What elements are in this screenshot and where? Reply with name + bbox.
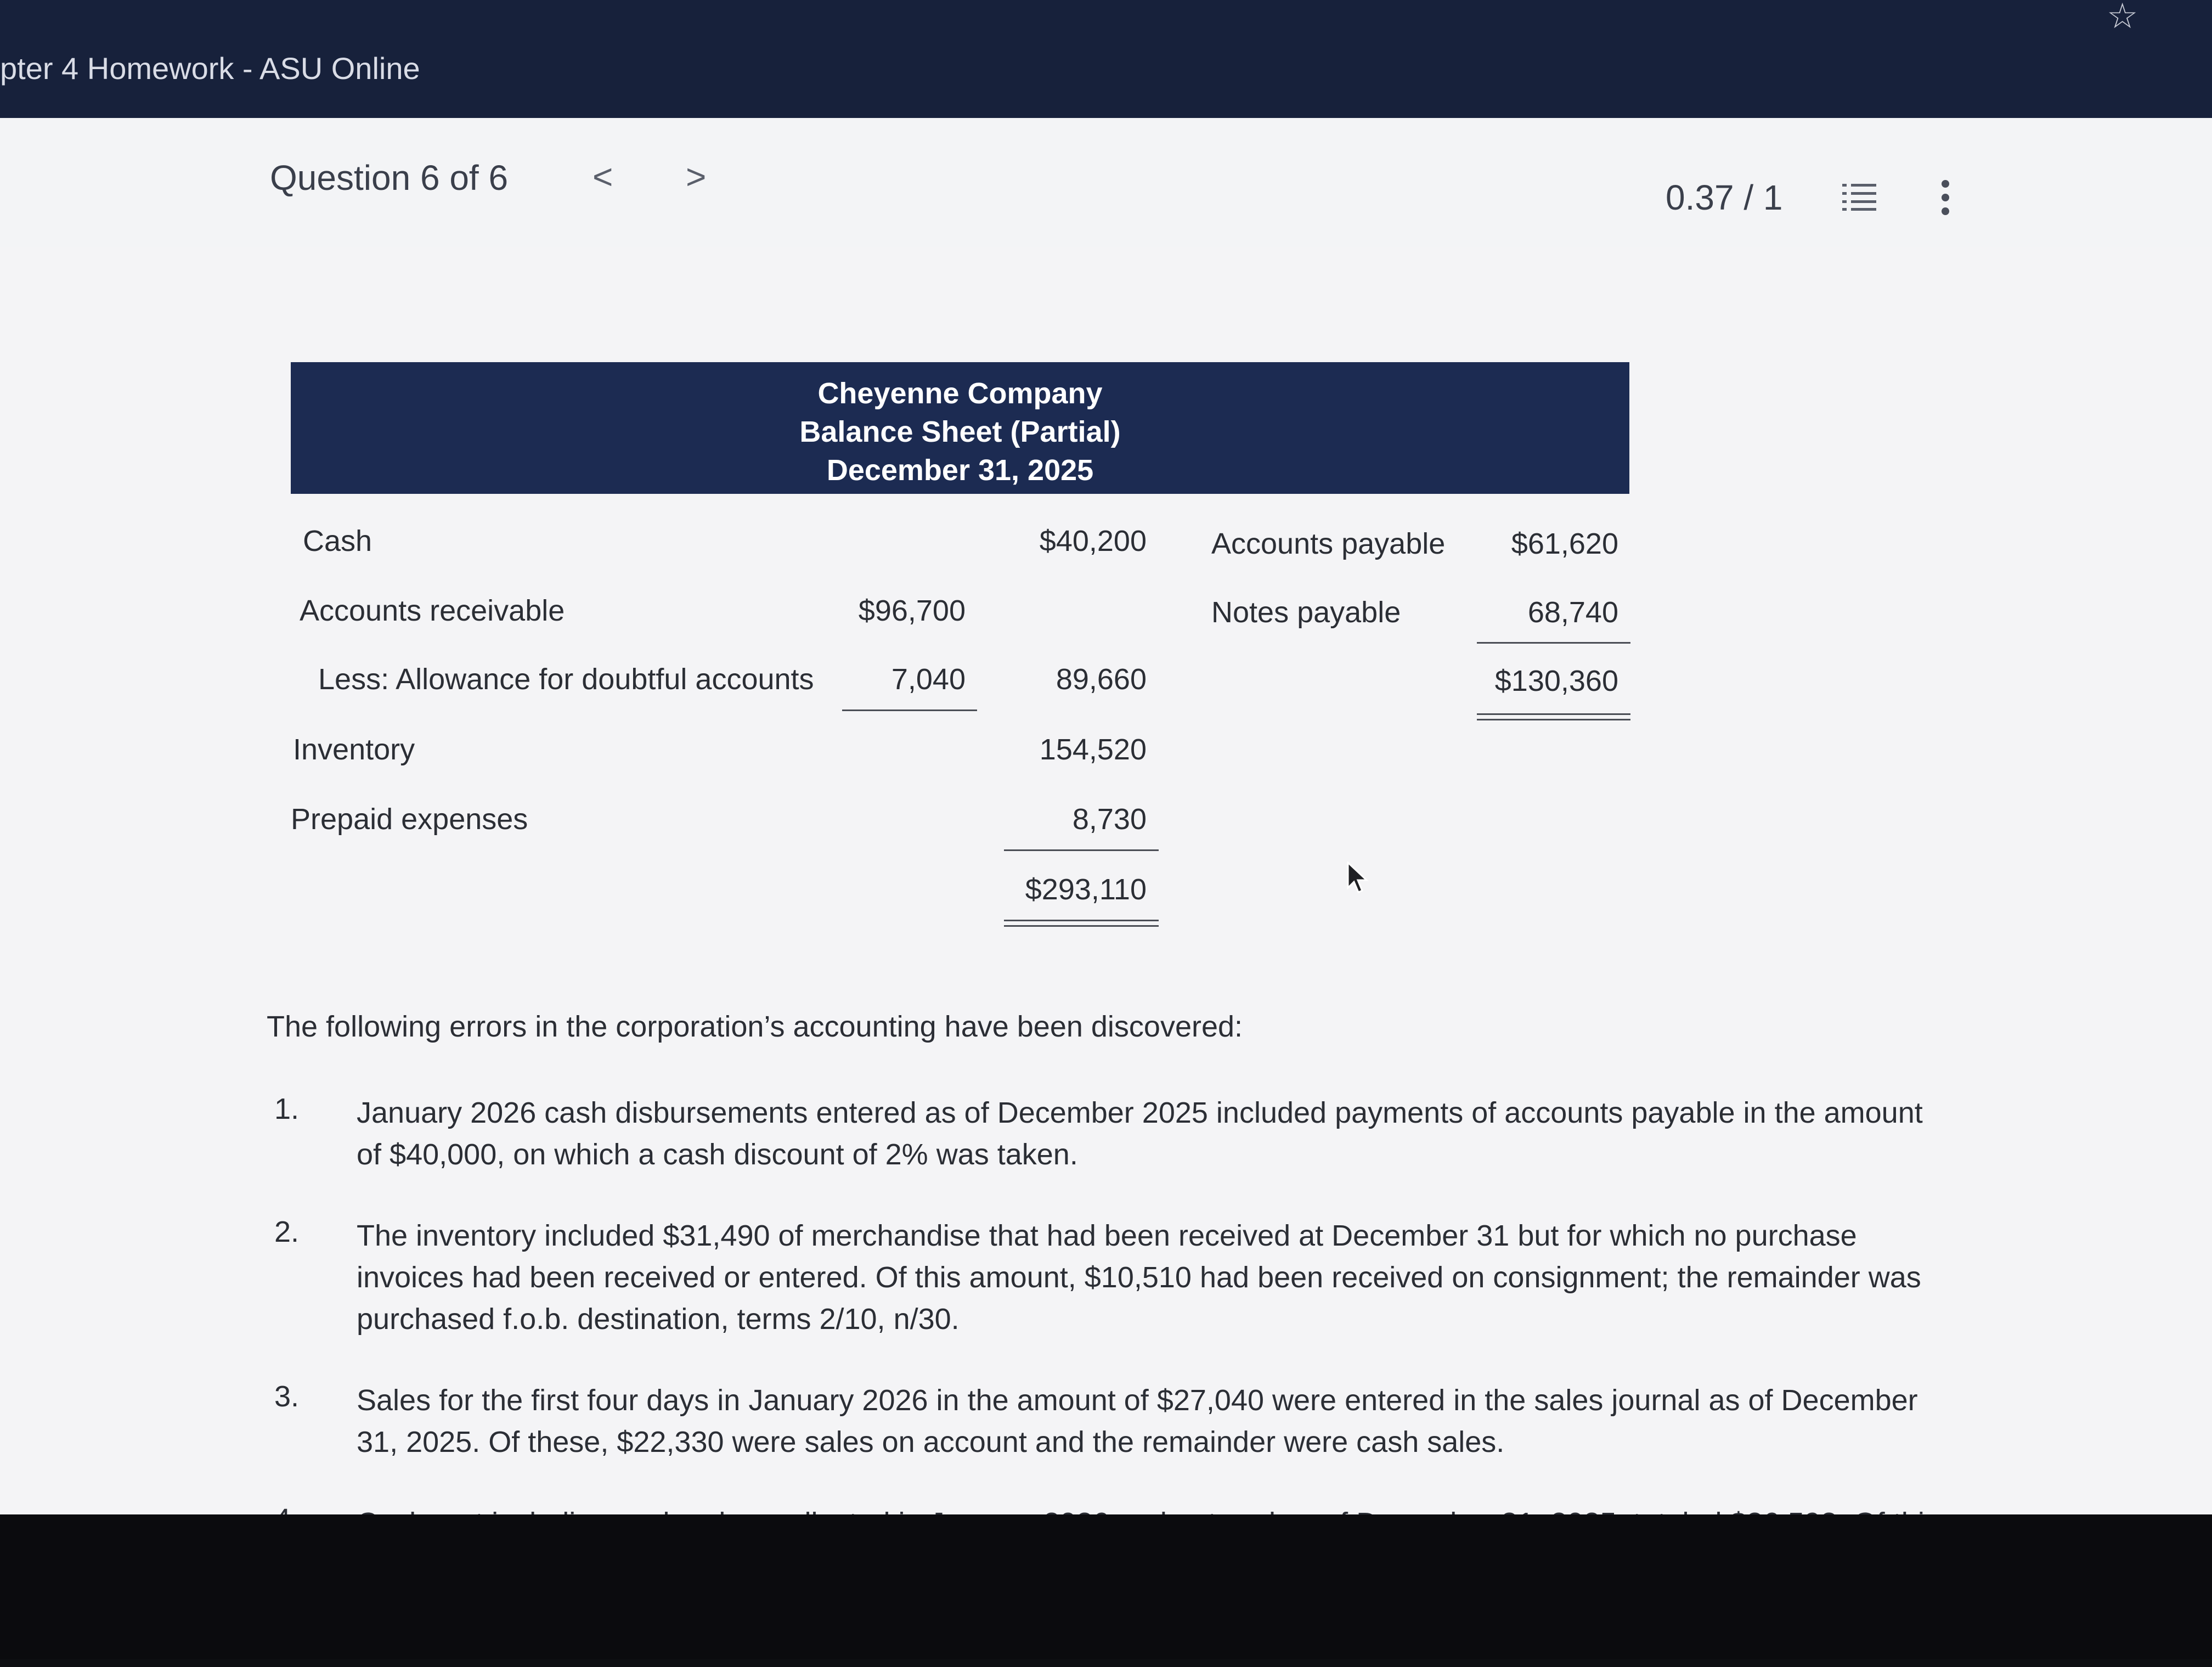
error-item [263,1215,1964,1340]
error-text: The inventory included $31,490 of merchandise that had been received at December 31 but for which no purchase invoices had been received or entered. Of this amount, $10,510 had been received on consignment; the remainder was purchased f.o.b. destination, terms 2/10, n/30. [357,1219,1921,1336]
assets-total: $293,110 [1025,873,1147,906]
question-header [0,118,2212,248]
error-text: January 2026 cash disbursements entered as of December 2025 included payments of accounts payable in the amount of $40,000, on which a cash discount of 2% was taken. [357,1096,1923,1171]
question-list-icon[interactable] [1842,183,1876,211]
error-number: 2. [274,1215,300,1248]
allowance-amount: 7,040 [891,663,966,696]
error-number: 3. [274,1380,300,1413]
screen-bezel [0,1514,2212,1659]
error-text: Sales for the first four days in January 2026 in the amount of $27,040 were entered in the sales journal as of December 31, 2025. Of these, $22,330 were sales on account and the remainder were cash sales. [357,1384,1918,1458]
page-viewport [0,118,2212,1514]
accounts-payable-label: Accounts payable [1211,527,1446,560]
assets-total-double-underline-top [1004,920,1159,921]
notes-payable-amount: 68,740 [1527,596,1618,629]
cash-label: Cash [303,525,373,557]
liabilities-total-underline [1477,642,1630,644]
bookmark-star-icon[interactable]: ☆ [2107,0,2138,36]
statement-date: December 31, 2025 [826,454,1094,487]
previous-question-chevron-icon[interactable]: < [592,157,613,196]
error-number: 1. [274,1092,300,1125]
question-content [0,247,2212,1514]
error-item [263,1379,1964,1463]
accounts-payable-amount: $61,620 [1511,527,1618,560]
balance-sheet-header [291,362,1629,494]
next-question-chevron-icon[interactable]: > [686,157,707,196]
question-counter: Question 6 of 6 [270,158,509,198]
prepaid-expenses-amount: 8,730 [1072,803,1147,836]
liabilities-total: $130,360 [1494,664,1618,697]
liabilities-total-double-underline-top [1477,713,1630,715]
accounts-receivable-net: 89,660 [1056,663,1147,696]
allowance-underline [842,709,977,711]
score-display: 0.37 / 1 [1666,178,1783,217]
allowance-label: Less: Allowance for doubtful accounts [318,663,814,696]
browser-top-bar [0,0,2212,137]
statement-title: Balance Sheet (Partial) [799,415,1121,448]
more-options-icon[interactable] [1940,179,1951,216]
prepaid-expenses-label: Prepaid expenses [291,803,528,836]
liabilities-total-double-underline-bottom [1477,719,1630,720]
assets-total-double-underline-bottom [1004,925,1159,927]
assets-total-underline [1004,849,1159,851]
accounts-receivable-label: Accounts receivable [300,594,565,627]
inventory-label: Inventory [293,733,415,766]
notes-payable-label: Notes payable [1211,596,1401,629]
cash-amount: $40,200 [1039,525,1147,557]
company-name: Cheyenne Company [817,377,1103,410]
accounts-receivable-gross: $96,700 [858,594,966,627]
error-item [263,1092,1964,1175]
mouse-pointer-icon [1347,861,1369,894]
inventory-amount: 154,520 [1039,733,1147,766]
errors-intro-text: The following errors in the corporation’s accounting have been discovered: [267,1010,1243,1043]
browser-tab-title[interactable]: pter 4 Homework - ASU Online [0,51,420,86]
